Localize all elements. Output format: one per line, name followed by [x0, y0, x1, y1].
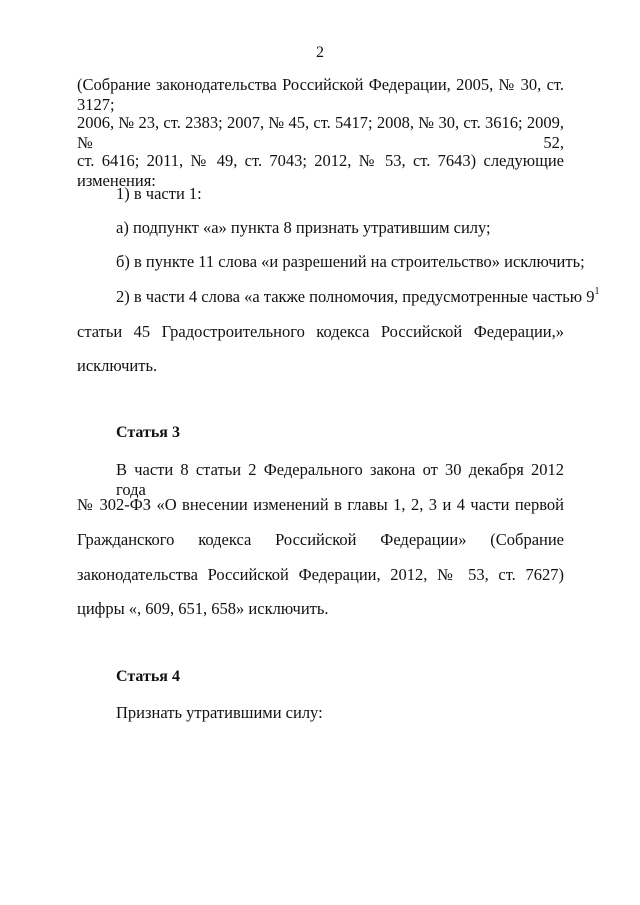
paragraph-line: № 302-ФЗ «О внесении изменений в главы 1, 2, 3 и 4 части первой — [77, 495, 564, 514]
list-item: б) в пункте 11 слова «и разрешений на строительство» исключить; — [116, 252, 585, 271]
paragraph-line: исключить. — [77, 356, 158, 375]
page-number: 2 — [316, 44, 324, 61]
list-item: 1) в части 1: — [116, 184, 202, 203]
paragraph-line: статьи 45 Градостроительного кодекса Российской Федерации,» — [77, 322, 564, 341]
article-heading: Статья 4 — [116, 668, 180, 685]
paragraph-line: В части 8 статьи 2 Федерального закона от 30 декабря 2012 года — [116, 460, 564, 499]
paragraph-line: Гражданского кодекса Российской Федерации» (Собрание — [77, 530, 564, 549]
paragraph-line: 2006, № 23, ст. 2383; 2007, № 45, ст. 5417; 2008, № 30, ст. 3616; 2009, № 52, — [77, 113, 564, 152]
article-heading: Статья 3 — [116, 424, 180, 441]
list-item-text: 2) в части 4 слова «а также полномочия, предусмотренные частью 9 — [116, 287, 595, 306]
paragraph-line: цифры «, 609, 651, 658» исключить. — [77, 599, 329, 618]
list-item — [116, 286, 600, 307]
superscript: 1 — [594, 286, 600, 297]
paragraph-line: Признать утратившими силу: — [116, 703, 323, 722]
paragraph-line: (Собрание законодательства Российской Федерации, 2005, № 30, ст. 3127; — [77, 75, 564, 114]
paragraph-line: ст. 6416; 2011, № 49, ст. 7043; 2012, № 53, ст. 7643) следующие изменения: — [77, 151, 564, 190]
paragraph-line: законодательства Российской Федерации, 2012, № 53, ст. 7627) — [77, 565, 564, 584]
list-item: а) подпункт «а» пункта 8 признать утратившим силу; — [116, 218, 491, 237]
